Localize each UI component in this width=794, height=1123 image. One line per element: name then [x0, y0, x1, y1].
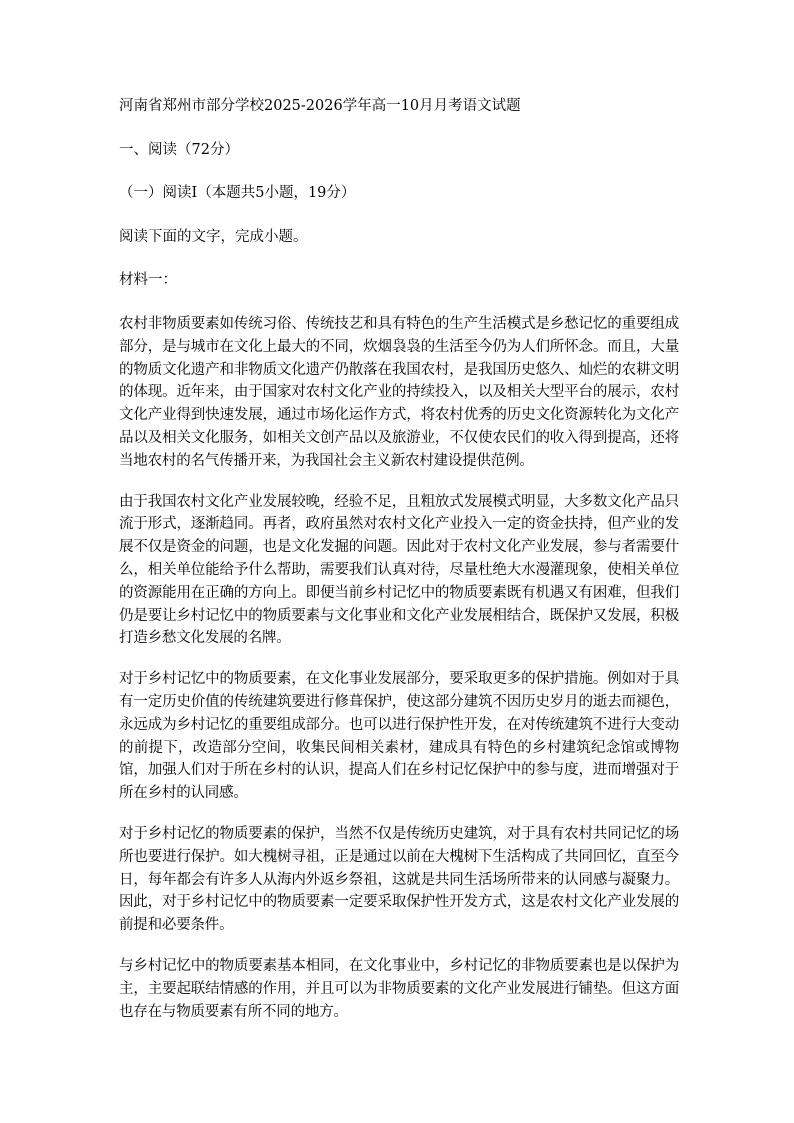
- reading-instruction: 阅读下面的文字，完成小题。: [119, 229, 308, 245]
- paragraph-5: 与乡村记忆中的物质要素基本相同，在文化事业中，乡村记忆的非物质要素也是以保护为主，主要起联结情感的作用，并且可以为非物质要素的文化产业发展进行铺垫。但这方面也存在与物质要素有所不同的地方。: [119, 957, 679, 1020]
- material-label: 材料一：: [119, 272, 177, 288]
- document-page: [119, 94, 679, 1041]
- section-heading: 一、阅读（72分）: [119, 142, 239, 158]
- paragraph-4: 对于乡村记忆的物质要素的保护，当然不仅是传统历史建筑，对于具有农村共同记忆的场所也要进行保护。如大槐树寻祖，正是通过以前在大槐树下生活构成了共同回忆，直至今日，每年都会有许多人从海内外返乡祭祖，这就是共同生活场所带来的认同感与凝聚力。因此，对于乡村记忆中的物质要素一定要采取保护性开发方式，这是农村文化产业发展的前提和必要条件。: [119, 825, 679, 934]
- paragraph-3: 对于乡村记忆中的物质要素，在文化事业发展部分，要采取更多的保护措施。例如对于具有一定历史价值的传统建筑要进行修葺保护，使这部分建筑不因历史岁月的逝去而褪色，永远成为乡村记忆的重要组成部分。也可以进行保护性开发，在对传统建筑不进行大变动的前提下，改造部分空间，收集民间相关素材，建成具有特色的乡村建筑纪念馆或博物馆，加强人们对于所在乡村的认识，提高人们在乡村记忆保护中的参与度，进而增强对于所在乡村的认同感。: [119, 671, 679, 802]
- document-title: 河南省郑州市部分学校2025-2026学年高一10月月考语文试题: [119, 98, 521, 114]
- paragraph-1: 农村非物质要素如传统习俗、传统技艺和具有特色的生产生活模式是乡愁记忆的重要组成部分，是与城市在文化上最大的不同，炊烟袅袅的生活至今仍为人们所怀念。而且，大量的物质文化遗产和非物质文化遗产仍散落在我国农村，是我国历史悠久、灿烂的农耕文明的体现。近年来，由于国家对农村文化产业的持续投入，以及相关大型平台的展示，农村文化产业得到快速发展，通过市场化运作方式，将农村优秀的历史文化资源转化为文化产品以及相关文化服务，如相关文创产品以及旅游业，不仅使农民们的收入得到提高，还将当地农村的名气传播开来，为我国社会主义新农村建设提供范例。: [119, 316, 679, 469]
- paragraph-2: 由于我国农村文化产业发展较晚，经验不足，且粗放式发展模式明显，大多数文化产品只流于形式，逐渐趋同。再者，政府虽然对农村文化产业投入一定的资金扶持，但产业的发展不仅是资金的问题，也是文化发掘的问题。因此对于农村文化产业发展，参与者需要什么，相关单位能给予什么帮助，需要我们认真对待，尽量杜绝大水漫灌现象，使相关单位的资源能用在正确的方向上。即便当前乡村记忆中的物质要素既有机遇又有困难，但我们仍是要让乡村记忆中的物质要素与文化事业和文化产业发展相结合，既保护又发展，积极打造乡愁文化发展的名牌。: [119, 493, 679, 647]
- subsection-heading: （一）阅读Ⅰ（本题共5小题，19分）: [119, 185, 356, 201]
